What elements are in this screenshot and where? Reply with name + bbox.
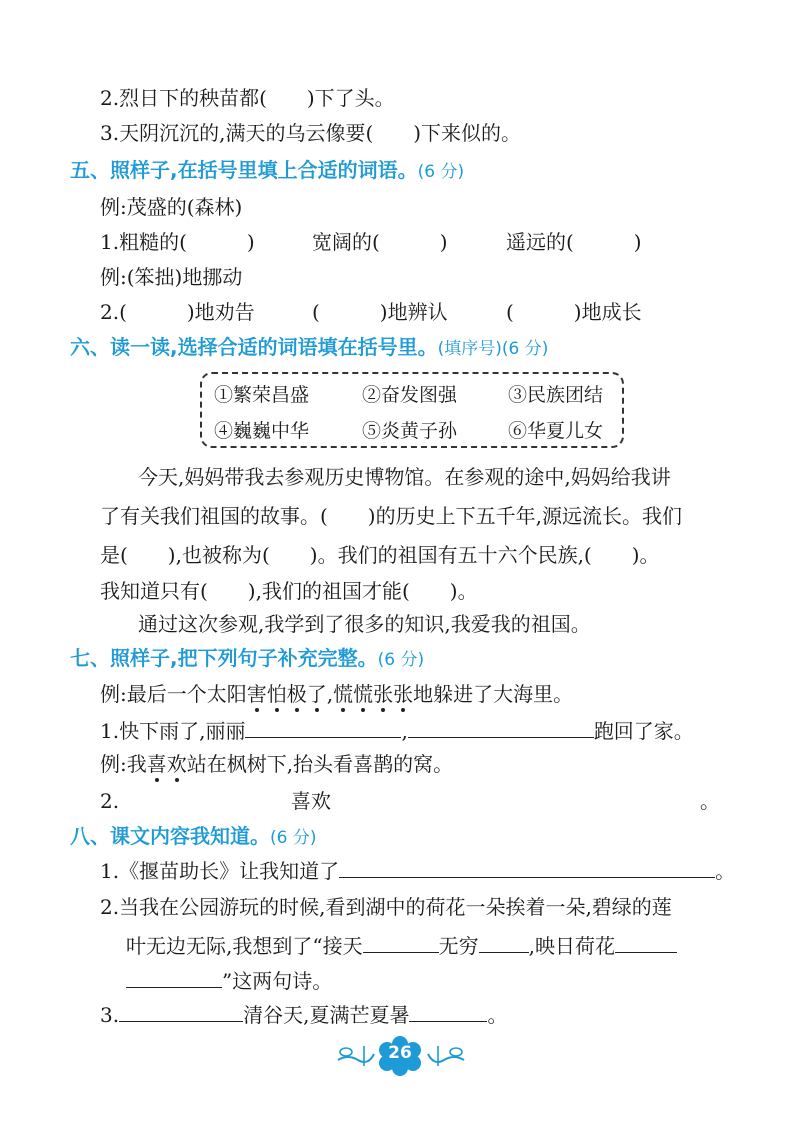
emphasis-char: 张: [393, 682, 414, 706]
question-line: 2.烈日下的秧苗都( )下了头。: [100, 86, 395, 110]
answer-blank[interactable]: [339, 855, 715, 878]
emphasis-text: [147, 752, 187, 776]
question-number: 2.: [100, 789, 120, 813]
sprout-ornament-right: [424, 1040, 468, 1074]
passage-line: 是( ),也被称为( )。我们的祖国有五十六个民族,( )。: [100, 543, 660, 567]
page-number: 26: [388, 1043, 412, 1063]
question-item: 1.快下雨了,丽丽 , 跑回了家。: [100, 715, 694, 745]
question-item: 宽阔的( ): [312, 230, 448, 254]
question-item: 遥远的( ): [506, 230, 642, 254]
option-item: ⑤炎黄子孙: [362, 420, 458, 442]
emphasis-text: [247, 682, 327, 706]
example-line: 例:(笨拙)地挪动: [100, 265, 243, 289]
emphasis-char: 怕: [266, 682, 287, 706]
question-line: 叶无边无际,我想到了“接天 无穷 ,映日荷花: [126, 930, 677, 960]
passage-line: 今天,妈妈带我去参观历史博物馆。在参观的途中,妈妈给我讲: [138, 465, 671, 489]
example-line: 例:我喜欢站在枫树下,抬头看喜鹊的窝。: [100, 752, 454, 776]
sprout-ornament-left: [334, 1040, 378, 1074]
emphasis-char: 欢: [166, 752, 187, 776]
option-item: ④巍巍中华: [214, 420, 310, 442]
emphasis-char: 了: [306, 682, 327, 706]
example-line: 例:最后一个太阳害怕极了,慌慌张张地躲进了大海里。: [100, 682, 574, 706]
option-item: ②奋发图强: [362, 384, 458, 406]
answer-blank[interactable]: [126, 965, 222, 988]
emphasis-char: 慌: [353, 682, 374, 706]
emphasis-char: 喜: [146, 752, 167, 776]
question-item: ( )地辨认: [312, 300, 448, 324]
passage-line: 通过这次参观,我学到了很多的知识,我爱我的祖国。: [138, 612, 591, 636]
answer-blank[interactable]: [245, 715, 401, 738]
passage-line: 我知道只有( ),我们的祖国才能( )。: [100, 579, 478, 603]
option-item: ③民族团结: [508, 384, 604, 406]
emphasis-char: 慌: [333, 682, 354, 706]
page-number-badge: [378, 1036, 422, 1076]
question-item: 1.《揠苗助长》让我知道了 。: [100, 855, 735, 885]
answer-blank[interactable]: [363, 930, 439, 953]
answer-blank[interactable]: [409, 999, 487, 1022]
passage-line: 了有关我们祖国的故事。( )的历史上下五千年,源远流长。我们: [100, 504, 682, 528]
question-line: ”这两句诗。: [126, 965, 332, 995]
question-item: 3. 清谷天,夏满芒夏暑 。: [100, 999, 507, 1029]
answer-blank[interactable]: [615, 930, 677, 953]
emphasis-char: 害: [246, 682, 267, 706]
option-item: ⑥华夏儿女: [508, 420, 604, 442]
question-line: 3.天阴沉沉的,满天的乌云像要( )下来似的。: [100, 121, 522, 145]
question-item: ( )地成长: [506, 300, 642, 324]
question-end: 。: [700, 789, 720, 813]
answer-blank[interactable]: [408, 715, 594, 738]
section-heading-7: 七、照样子,把下列句子补充完整。(6 分): [70, 646, 425, 670]
emphasis-char: 极: [286, 682, 307, 706]
question-item: 1.粗糙的( ): [100, 230, 255, 254]
emphasis-char: 张: [373, 682, 394, 706]
word-options-box: [200, 372, 624, 448]
answer-blank[interactable]: [479, 930, 529, 953]
question-item: 2.( )地劝告: [100, 300, 255, 324]
question-word: 喜欢: [291, 789, 331, 813]
answer-blank[interactable]: [119, 999, 243, 1022]
emphasis-text: [333, 682, 413, 706]
section-heading-5: 五、照样子,在括号里填上合适的词语。(6 分): [70, 158, 465, 182]
section-heading-6: 六、读一读,选择合适的词语填在括号里。(填序号)(6 分): [70, 335, 549, 359]
example-line: 例:茂盛的(森林): [100, 195, 243, 219]
option-item: ①繁荣昌盛: [214, 384, 310, 406]
question-line: 2.当我在公园游玩的时候,看到湖中的荷花一朵挨着一朵,碧绿的莲: [100, 895, 672, 919]
section-heading-8: 八、课文内容我知道。(6 分): [70, 824, 317, 848]
